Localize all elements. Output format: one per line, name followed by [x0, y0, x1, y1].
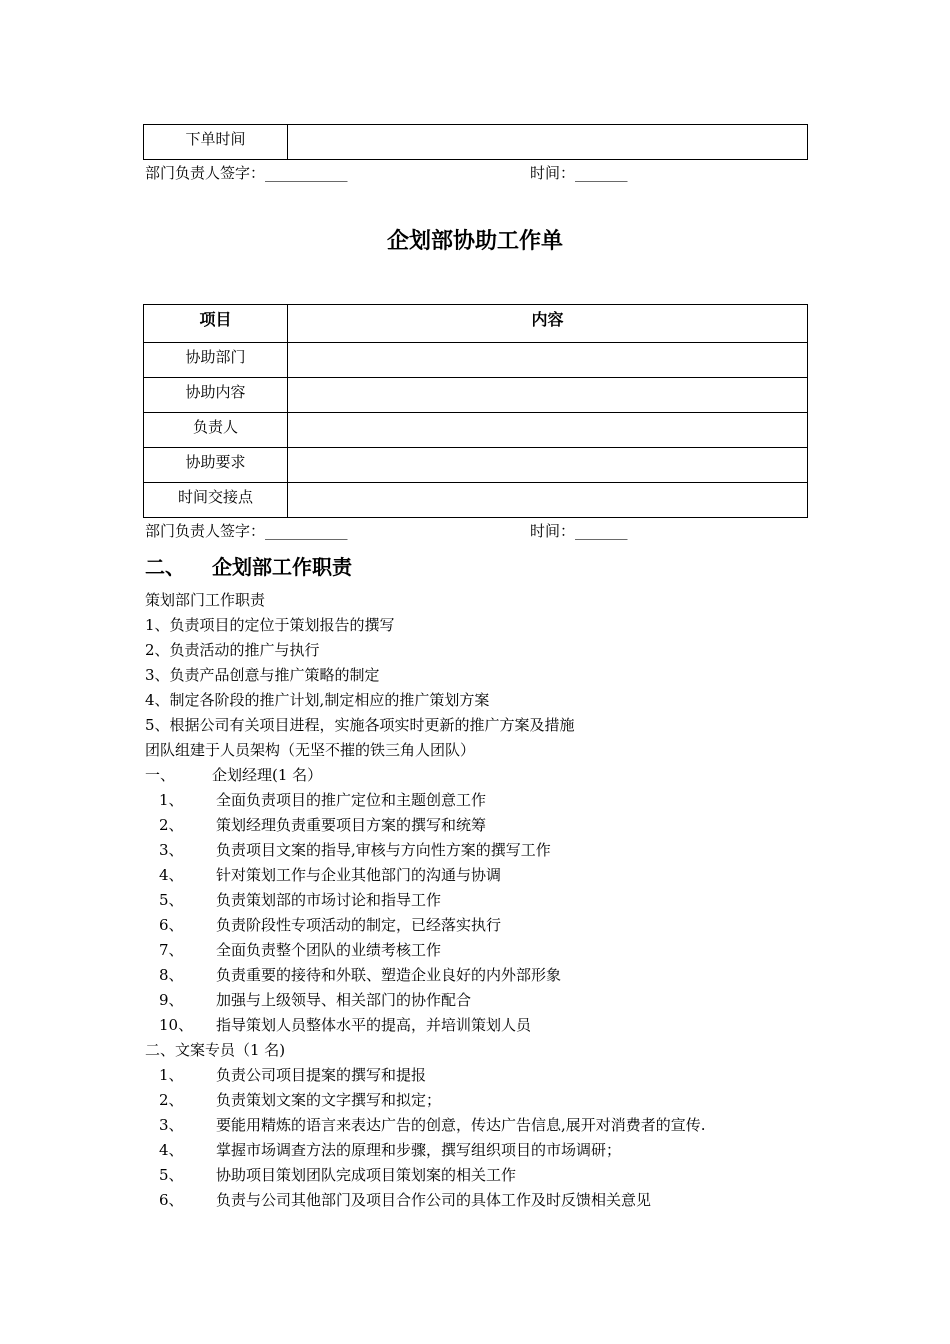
list-item: [145, 863, 575, 888]
manager-number: 一、: [145, 766, 176, 784]
item-number: 4、: [159, 1141, 184, 1159]
list-item: [145, 913, 575, 938]
item-number: 9、: [159, 991, 184, 1009]
row-label-owner: 负责人: [144, 413, 288, 448]
list-item: [145, 813, 575, 838]
order-time-label: 下单时间: [144, 125, 288, 160]
order-time-value[interactable]: [288, 125, 808, 160]
duties-intro: 策划部门工作职责: [145, 591, 266, 609]
sign-blank[interactable]: ___________: [265, 164, 348, 182]
duty-item: 1、负责项目的定位于策划报告的撰写: [145, 616, 395, 634]
row-label-content: 协助内容: [144, 378, 288, 413]
item-number: 1、: [159, 791, 184, 809]
item-number: 5、: [159, 891, 184, 909]
table-row: [144, 378, 808, 413]
list-item: [145, 1188, 652, 1213]
item-number: 7、: [159, 941, 184, 959]
header-item: 项目: [144, 305, 288, 343]
section-number: 二、: [145, 555, 185, 579]
item-text: 负责策划文案的文字撰写和拟定；: [216, 1091, 442, 1109]
item-text: 加强与上级领导、相关部门的协作配合: [216, 991, 472, 1009]
item-number: 2、: [159, 1091, 184, 1109]
time-blank[interactable]: _______: [575, 164, 628, 182]
duty-item: 4、制定各阶段的推广计划,制定相应的推广策划方案: [145, 691, 490, 709]
item-number: 3、: [159, 841, 184, 859]
section-title: 企划部工作职责: [212, 555, 352, 579]
sign-blank[interactable]: ___________: [265, 522, 348, 540]
row-value-dept[interactable]: [288, 343, 808, 378]
item-text: 负责阶段性专项活动的制定，已经落实执行: [216, 916, 502, 934]
list-item: [145, 1138, 622, 1163]
list-item: [145, 963, 575, 988]
table-row: [144, 343, 808, 378]
row-value-content[interactable]: [288, 378, 808, 413]
sign-label: 部门负责人签字：: [145, 164, 266, 182]
item-number: 6、: [159, 916, 184, 934]
item-number: 3、: [159, 1116, 184, 1134]
list-item: [145, 988, 575, 1013]
row-value-owner[interactable]: [288, 413, 808, 448]
item-text: 负责与公司其他部门及项目合作公司的具体工作及时反馈相关意见: [216, 1191, 652, 1209]
table-header-row: [144, 305, 808, 343]
item-text: 掌握市场调查方法的原理和步骤，撰写组织项目的市场调研；: [216, 1141, 622, 1159]
table-row: [144, 125, 808, 160]
item-number: 6、: [159, 1191, 184, 1209]
signature-line-1: [145, 162, 628, 183]
duty-item: 3、负责产品创意与推广策略的制定: [145, 666, 380, 684]
time-label: 时间：: [530, 522, 576, 540]
item-text: 策划经理负责重要项目方案的撰写和统筹: [216, 816, 487, 834]
table-row: [144, 448, 808, 483]
item-text: 协助项目策划团队完成项目策划案的相关工作: [216, 1166, 517, 1184]
signature-line-2: [145, 520, 628, 541]
item-number: 1、: [159, 1066, 184, 1084]
item-number: 10、: [159, 1016, 194, 1034]
row-label-dept: 协助部门: [144, 343, 288, 378]
row-label-handover: 时间交接点: [144, 483, 288, 518]
item-text: 负责公司项目提案的撰写和提报: [216, 1066, 427, 1084]
duty-item: 5、根据公司有关项目进程，实施各项实时更新的推广方案及措施: [145, 716, 575, 734]
assist-table: [143, 304, 808, 518]
list-item: [145, 888, 575, 913]
list-item: [145, 838, 575, 863]
item-text: 全面负责项目的推广定位和主题创意工作: [216, 791, 487, 809]
list-item: [145, 1013, 575, 1038]
copywriter-heading: 二、文案专员（1 名): [145, 1041, 286, 1059]
duty-item: 2、负责活动的推广与执行: [145, 641, 320, 659]
manager-heading: [145, 763, 575, 788]
item-number: 8、: [159, 966, 184, 984]
list-item: [145, 788, 575, 813]
list-item: [145, 1063, 575, 1088]
list-item: [145, 938, 575, 963]
item-number: 5、: [159, 1166, 184, 1184]
table-row: [144, 483, 808, 518]
row-label-requirement: 协助要求: [144, 448, 288, 483]
order-time-table: [143, 124, 808, 160]
table-row: [144, 413, 808, 448]
time-blank[interactable]: _______: [575, 522, 628, 540]
item-text: 全面负责整个团队的业绩考核工作: [216, 941, 442, 959]
list-item: [145, 1163, 575, 1188]
header-content: 内容: [288, 305, 808, 343]
team-intro: 团队组建于人员架构（无坚不摧的铁三角人团队）: [145, 741, 476, 759]
item-number: 4、: [159, 866, 184, 884]
row-value-handover[interactable]: [288, 483, 808, 518]
item-text: 负责策划部的市场讨论和指导工作: [216, 891, 442, 909]
manager-title: 企划经理(1 名）: [212, 766, 323, 784]
form-title: 企划部协助工作单: [386, 229, 563, 254]
list-item: [145, 1088, 575, 1113]
item-text: 负责重要的接待和外联、塑造企业良好的内外部形象: [216, 966, 562, 984]
sign-label: 部门负责人签字：: [145, 522, 266, 540]
list-item: [145, 1113, 706, 1138]
duties-body: [145, 588, 706, 1213]
item-text: 针对策划工作与企业其他部门的沟通与协调: [216, 866, 502, 884]
section-heading: [145, 551, 352, 580]
item-text: 指导策划人员整体水平的提高，并培训策划人员: [216, 1016, 532, 1034]
row-value-requirement[interactable]: [288, 448, 808, 483]
item-number: 2、: [159, 816, 184, 834]
time-label: 时间：: [530, 164, 576, 182]
item-text: 负责项目文案的指导,审核与方向性方案的撰写工作: [216, 841, 551, 859]
item-text: 要能用精炼的语言来表达广告的创意，传达广告信息,展开对消费者的宣传.: [216, 1116, 706, 1134]
